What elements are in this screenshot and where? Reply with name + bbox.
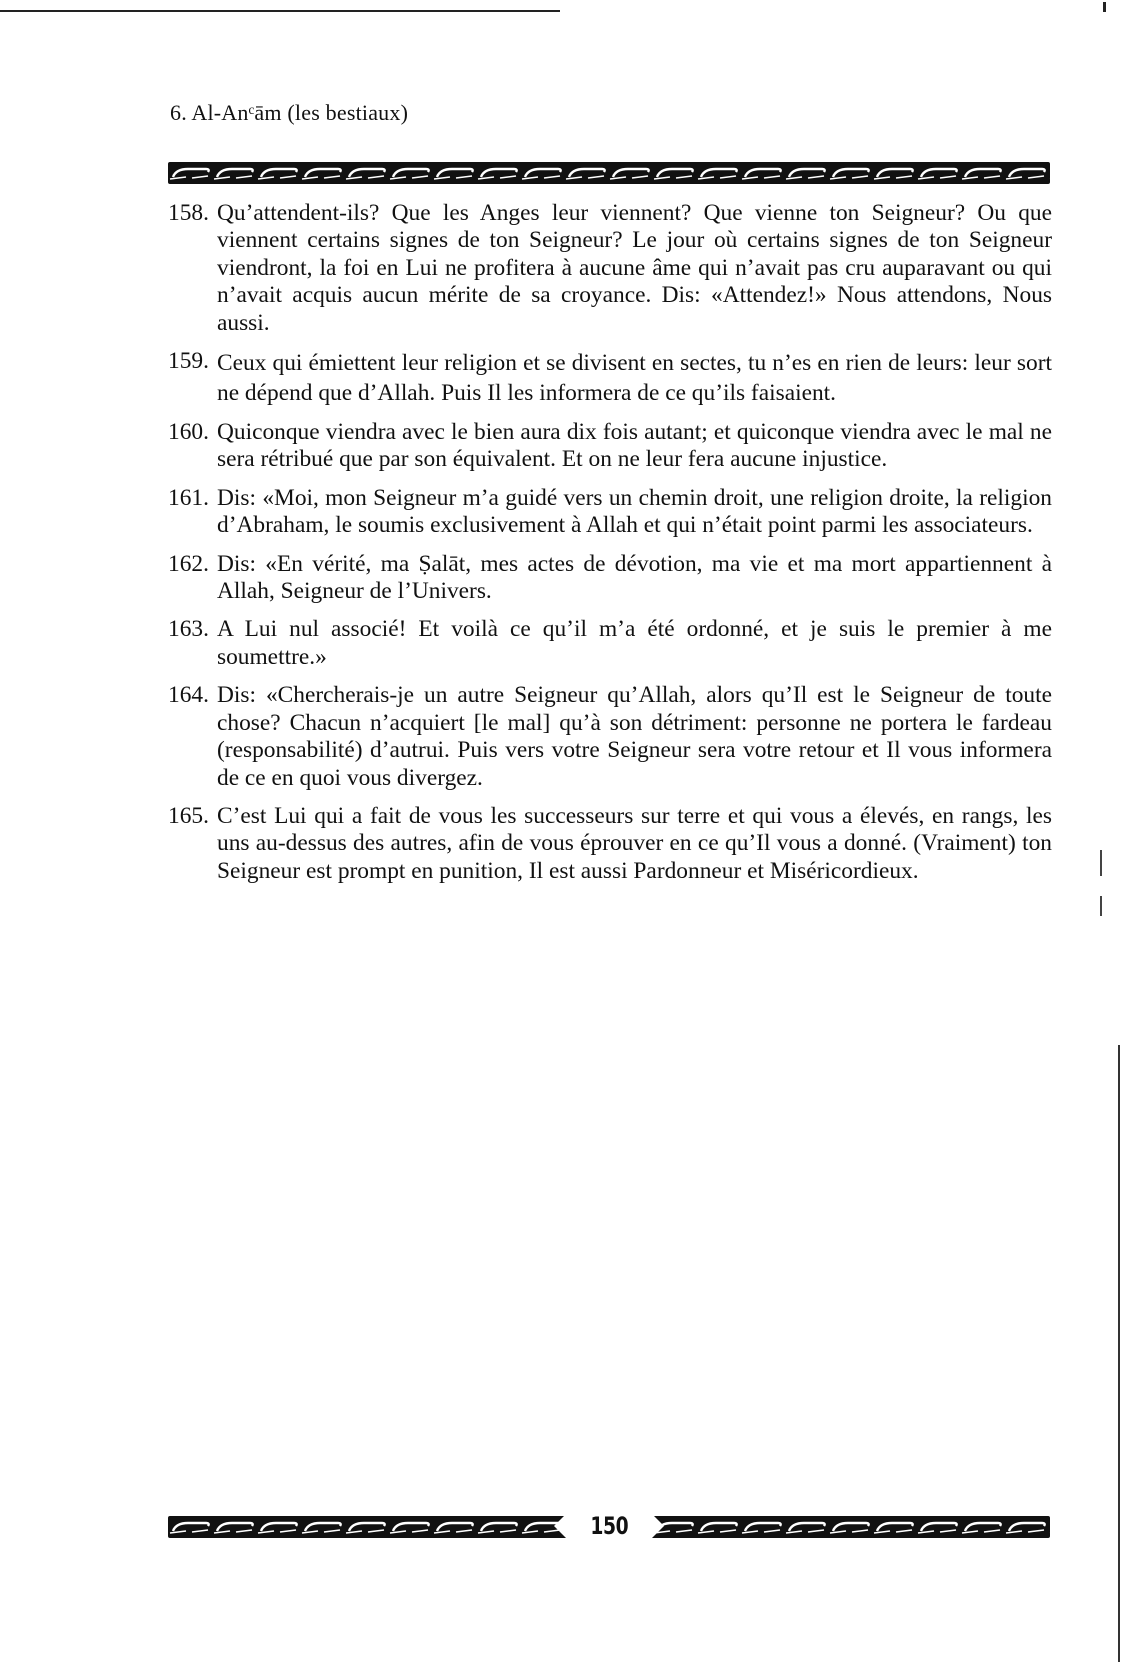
verse-item xyxy=(168,682,1052,792)
verse-text: Dis: «Moi, mon Seigneur m’a guidé vers un chemin droit, une religion droite, la religion d’Abraham, le soumis exclusivement à Allah et qui n’était point parmi les associateurs. xyxy=(217,484,1052,539)
chapter-header: 6. Al-Anᶜām (les bestiaux) xyxy=(170,100,409,125)
verse-text: C’est Lui qui a fait de vous les successeurs sur terre et qui vous a élevés, en rangs, les uns au-dessus des autres, afin de vous éprouver en ce qu’Il vous a donné. (Vraiment) ton Seigneur est prompt en punition, Il est aussi Pardonneur et Miséricordieux. xyxy=(217,802,1052,884)
verse-text: Qu’attendent-ils? Que les Anges leur viennent? Que vienne ton Seigneur? Ou que viennent certains signes de ton Seigneur? Le jour où certains signes de ton Seigneur viendront, la foi en Lui ne profitera à aucune âme qui n’avait pas cru auparavant ou qui n’avait acquis aucun mérite de sa croyance. Dis: «Attendez!» Nous attendons, Nous aussi. xyxy=(217,200,1052,336)
verse-item xyxy=(168,485,1052,540)
verse-number: 158. xyxy=(168,200,209,226)
verse-item xyxy=(168,348,1052,408)
verse-text: Dis: «Chercherais-je un autre Seigneur qu’Allah, alors qu’Il est le Seigneur de toute chose? Chacun n’acquiert [le mal] qu’à son détriment: personne ne portera le fardeau (responsabilité) d’autrui. Puis vers votre Seigneur sera votre retour et Il vous informera de ce en quoi vous divergez. xyxy=(217,682,1052,791)
verse-text: Ceux qui émiettent leur religion et se divisent en sectes, tu n’es en rien de leurs: leur sort ne dépend que d’Allah. Puis Il les informera de ce qu’ils faisaient. xyxy=(217,350,1052,407)
verse-number: 159. xyxy=(168,348,209,375)
margin-tick xyxy=(1100,850,1102,876)
verse-number: 165. xyxy=(168,802,209,829)
verse-text: A Lui nul associé! Et voilà ce qu’il m’a été ordonné, et je suis le premier à me soumettre.» xyxy=(217,616,1052,670)
verse-list xyxy=(168,200,1052,896)
top-rule xyxy=(0,10,560,12)
verse-number: 162. xyxy=(168,550,209,577)
right-edge-line xyxy=(1118,1045,1120,1662)
verse-item xyxy=(168,419,1052,474)
page-number-badge xyxy=(568,1506,650,1546)
ornamental-band-top xyxy=(168,162,1050,184)
verse-text: Quiconque viendra avec le bien aura dix fois autant; et quiconque viendra avec le mal ne sera rétribué que par son équivalent. Et on ne leur fera aucune injustice. xyxy=(217,419,1052,473)
corner-mark xyxy=(1103,2,1106,12)
verse-item xyxy=(168,551,1052,606)
verse-number: 163. xyxy=(168,616,209,643)
verse-text: Dis: «En vérité, ma Ṣalāt, mes actes de dévotion, ma vie et ma mort appartiennent à Allah, Seigneur de l’Univers. xyxy=(217,550,1052,605)
verse-number: 161. xyxy=(168,484,209,511)
margin-tick xyxy=(1100,896,1102,916)
verse-number: 160. xyxy=(168,419,209,446)
verse-item xyxy=(168,200,1052,337)
page-number: 150 xyxy=(590,1512,628,1540)
verse-number: 164. xyxy=(168,682,209,709)
verse-item xyxy=(168,803,1052,885)
verse-item xyxy=(168,616,1052,671)
chain-ornament xyxy=(168,162,1050,184)
